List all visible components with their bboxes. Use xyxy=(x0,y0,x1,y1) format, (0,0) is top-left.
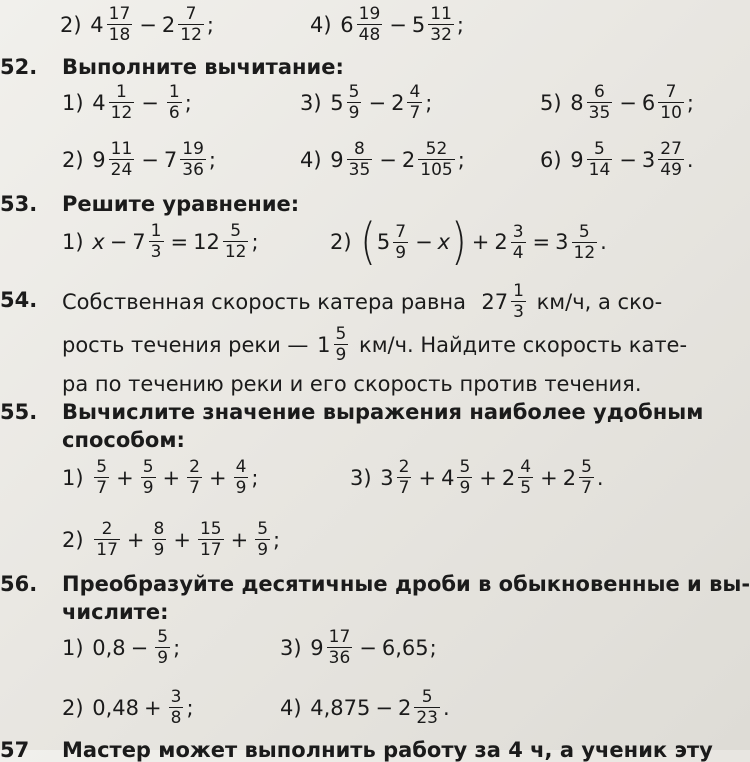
problem-52-number: 52. xyxy=(0,55,38,79)
p55-expression-2: 2) 2 17 + $\frac{8}{9}$ + $\frac{15}{17}$ + $\frac{5}{9}$ ; xyxy=(62,519,281,560)
p52-item-5: 5) 8 6 35 − 6 7 10 ; xyxy=(540,82,694,123)
top-row-item-2: 2) 4 17 18 − 2 7 12 ; xyxy=(60,4,214,45)
top-row-item-4: 4) 6 19 48 − 5 11 32 ; xyxy=(310,4,464,45)
problem-54-number: 54. xyxy=(0,288,38,312)
p56-item-2: 2) 0,48 + $\frac{3}{8}$ ; xyxy=(62,687,194,728)
p56-item-1: 1) 0,8 − $\frac{5}{9}$ ; xyxy=(62,627,181,668)
problem-52-title: Выполните вычитание: xyxy=(62,55,344,79)
p55-line-2: способом: xyxy=(62,428,185,452)
p52-item-3: 3) 5 5 9 − 2 4 7 ; xyxy=(300,82,433,123)
p55-expression-1: 1) 5 7 + $\frac{5}{9}$ + $\frac{2}{7}$ + $\frac{4}{9}$ ; xyxy=(62,457,259,498)
p52-item-1: 1) 4 1 12 − 1 6 ; xyxy=(62,82,192,123)
problem-55-number: 55. xyxy=(0,400,38,424)
p56-item-3: 3) 9 17 36 − 6,65 ; xyxy=(280,627,437,668)
problem-53-number: 53. xyxy=(0,192,38,216)
p55-line-1: Вычислите значение выражения наиболее удобным xyxy=(62,400,704,424)
p52-item-2: 2) 9 11 24 − 7 19 36 ; xyxy=(62,139,216,180)
p54-line-3: ра по течению реки и его скорость против течения. xyxy=(62,372,642,396)
fraction: 19 48 xyxy=(358,4,381,45)
p54-line-1: Собственная скорость катера равна 27 1 3 км/ч, а ско- xyxy=(62,281,663,322)
p55-expression-3: 3) 3 2 7 + 4 5 9 + 2 4 5 + 2 5 7 . xyxy=(350,457,604,498)
p56-line-1: Преобразуйте десятичные дроби в обыкновенные и вы- xyxy=(62,572,750,596)
p53-equation-1: 1) x − 7 $\frac{1}{3}$ = 12 5 12 ; xyxy=(62,221,259,262)
problem-53-title: Решите уравнение: xyxy=(62,192,300,216)
p53-equation-2: 2) ( 5 7 9 − x ) + 2 $\frac{3}{4}$ = 3 5 12 . xyxy=(330,213,607,271)
fraction: 17 18 xyxy=(108,4,131,45)
p52-item-4: 4) 9 8 35 − 2 52 105 ; xyxy=(300,139,465,180)
fraction: 7 12 xyxy=(180,4,202,45)
p56-item-4: 4) 4,875 − 2 5 23 . xyxy=(280,687,450,728)
p54-line-2: рость течения реки — 1 5 9 км/ч. Найдите скорость кате- xyxy=(62,324,688,365)
problem-57-number: 57 xyxy=(0,738,30,762)
p57-line-1: Мастер может выполнить работу за 4 ч, а ученик эту xyxy=(62,738,713,762)
p52-item-6: 6) 9 5 14 − 3 27 49 . xyxy=(540,139,694,180)
right-paren: ) xyxy=(451,213,467,271)
problem-56-number: 56. xyxy=(0,572,38,596)
fraction: 11 32 xyxy=(430,4,452,45)
left-paren: ( xyxy=(360,213,376,271)
p56-line-2: числите: xyxy=(62,600,169,624)
